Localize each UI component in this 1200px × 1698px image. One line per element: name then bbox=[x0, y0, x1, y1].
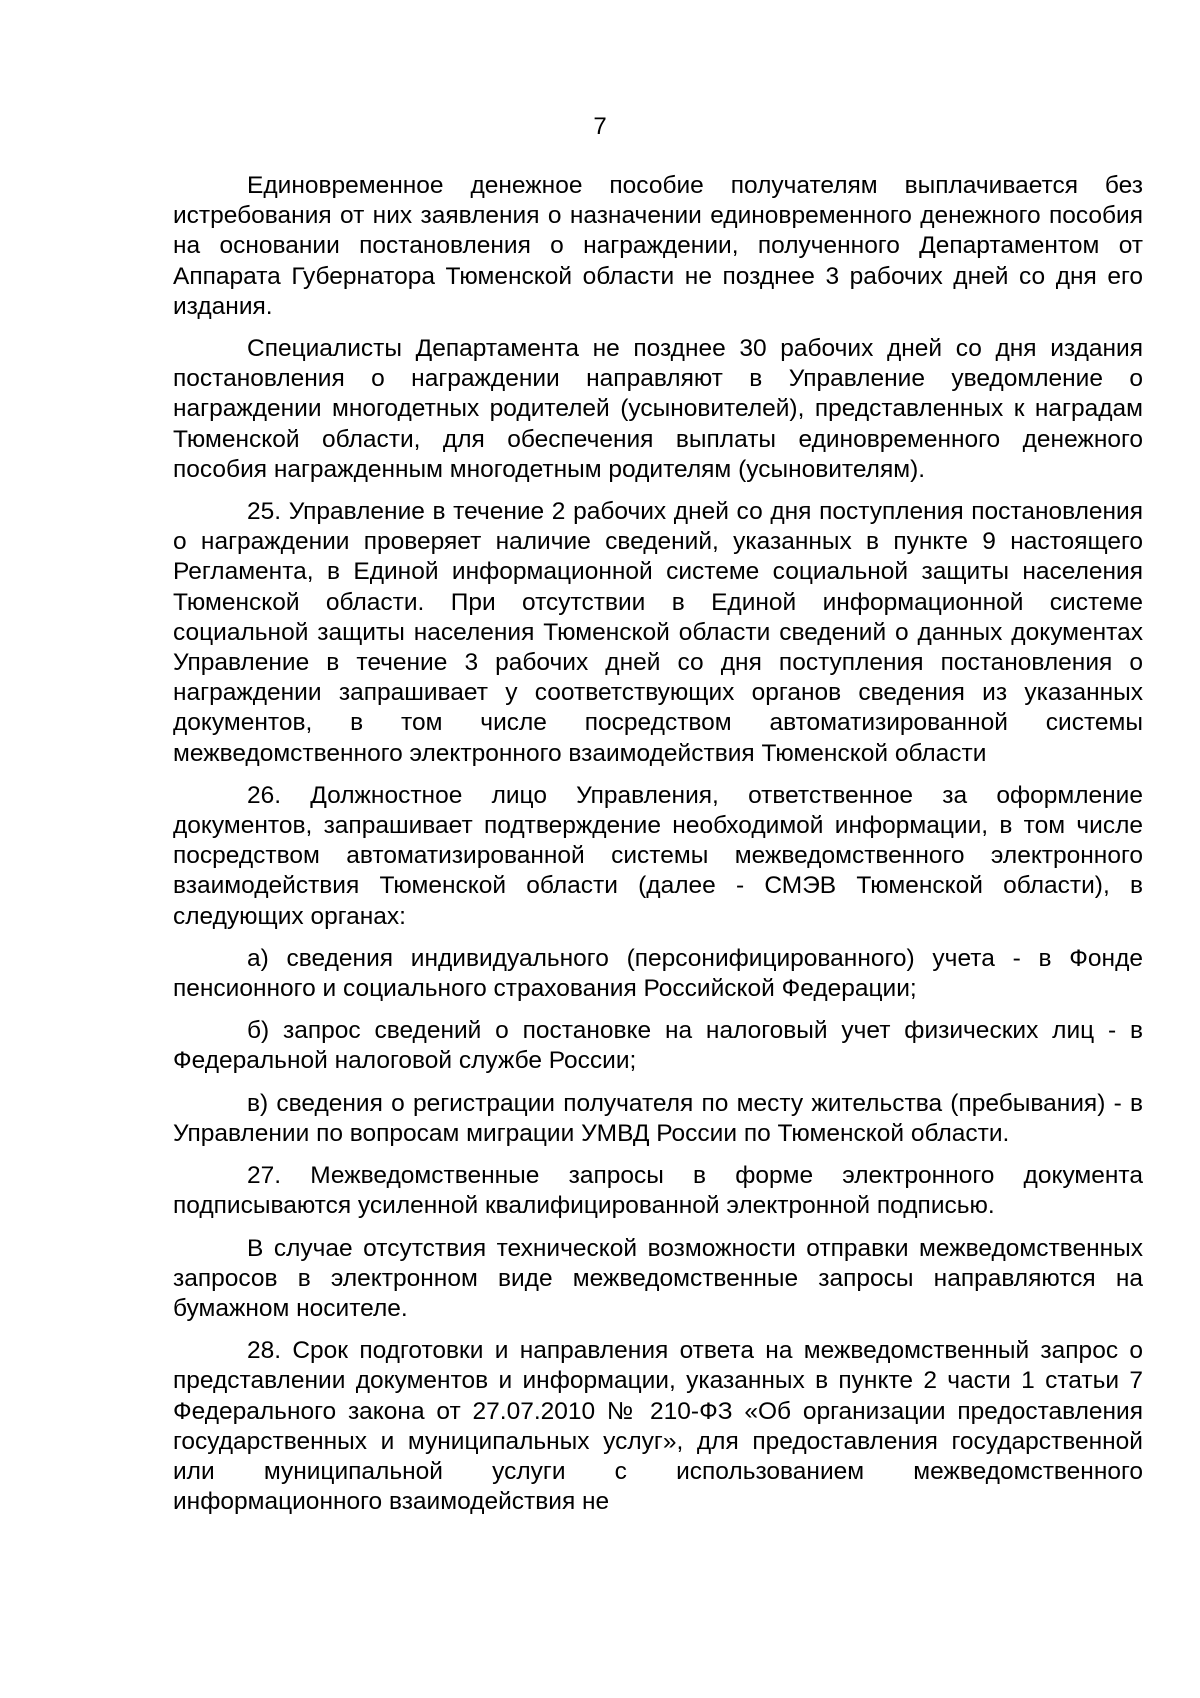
paragraph-clause-28: 28. Срок подготовки и направления ответа на межведомственный запрос о представлении документов и информации, указанных в пункте 2 части 1 статьи 7 Федерального закона от 27.07.2010 № 210-ФЗ «Об организации предоставления государственных и муниципальных услуг», для предоставления государственной или муниципальной услуги с использованием межведомственного информационного взаимодействия не bbox=[173, 1337, 1143, 1516]
paragraph-clause-26-a: а) сведения индивидуального (персонифицированного) учета - в Фонде пенсионного и социального страхования Российской Федерации; bbox=[173, 944, 1143, 1003]
paragraph-clause-26-v: в) сведения о регистрации получателя по месту жительства (пребывания) - в Управлении по вопросам миграции УМВД России по Тюменской области. bbox=[173, 1089, 1143, 1147]
paragraph-clause-26: 26. Должностное лицо Управления, ответственное за оформление документов, запрашивает подтверждение необходимой информации, в том числе посредством автоматизированной системы межведомственного электронного взаимодействия Тюменской области (далее - СМЭВ Тюменской области), в следующих органах: bbox=[173, 781, 1143, 930]
paragraph-payment-without-application: Единовременное денежное пособие получателям выплачивается без истребования от них заявления о назначении единовременного денежного пособия на основании постановления о награждении, полученного Департаментом от Аппарата Губернатора Тюменской области не позднее 3 рабочих дней со дня его издания. bbox=[173, 172, 1143, 320]
paragraph-clause-25: 25. Управление в течение 2 рабочих дней со дня поступления постановления о награждении проверяет наличие сведений, указанных в пункте 9 настоящего Регламента, в Единой информационной системе социальной защиты населения Тюменской области. При отсутствии в Единой информационной системе социальной защиты населения Тюменской области сведений о данных документах Управление в течение 3 рабочих дней со дня поступления постановления о награждении запрашивает у соответствующих органов сведения из указанных документов, в том числе посредством автоматизированной системы межведомственного электронного взаимодействия Тюменской области bbox=[173, 498, 1143, 767]
paragraph-clause-27: 27. Межведомственные запросы в форме электронного документа подписываются усиленной квалифицированной электронной подписью. bbox=[173, 1162, 1143, 1220]
page-number: 7 bbox=[593, 113, 607, 140]
paragraph-department-notification: Специалисты Департамента не позднее 30 рабочих дней со дня издания постановления о награждении направляют в Управление уведомление о награждении многодетных родителей (усыновителей), представленных к наградам Тюменской области, для обеспечения выплаты единовременного денежного пособия награжденным многодетным родителям (усыновителям). bbox=[173, 335, 1143, 483]
paragraph-paper-requests: В случае отсутствия технической возможности отправки межведомственных запросов в электронном виде межведомственные запросы направляются на бумажном носителе. bbox=[173, 1234, 1143, 1322]
document-body bbox=[173, 171, 1143, 1529]
paragraph-clause-26-b: б) запрос сведений о постановке на налоговый учет физических лиц - в Федеральной налоговой службе России; bbox=[173, 1017, 1143, 1075]
